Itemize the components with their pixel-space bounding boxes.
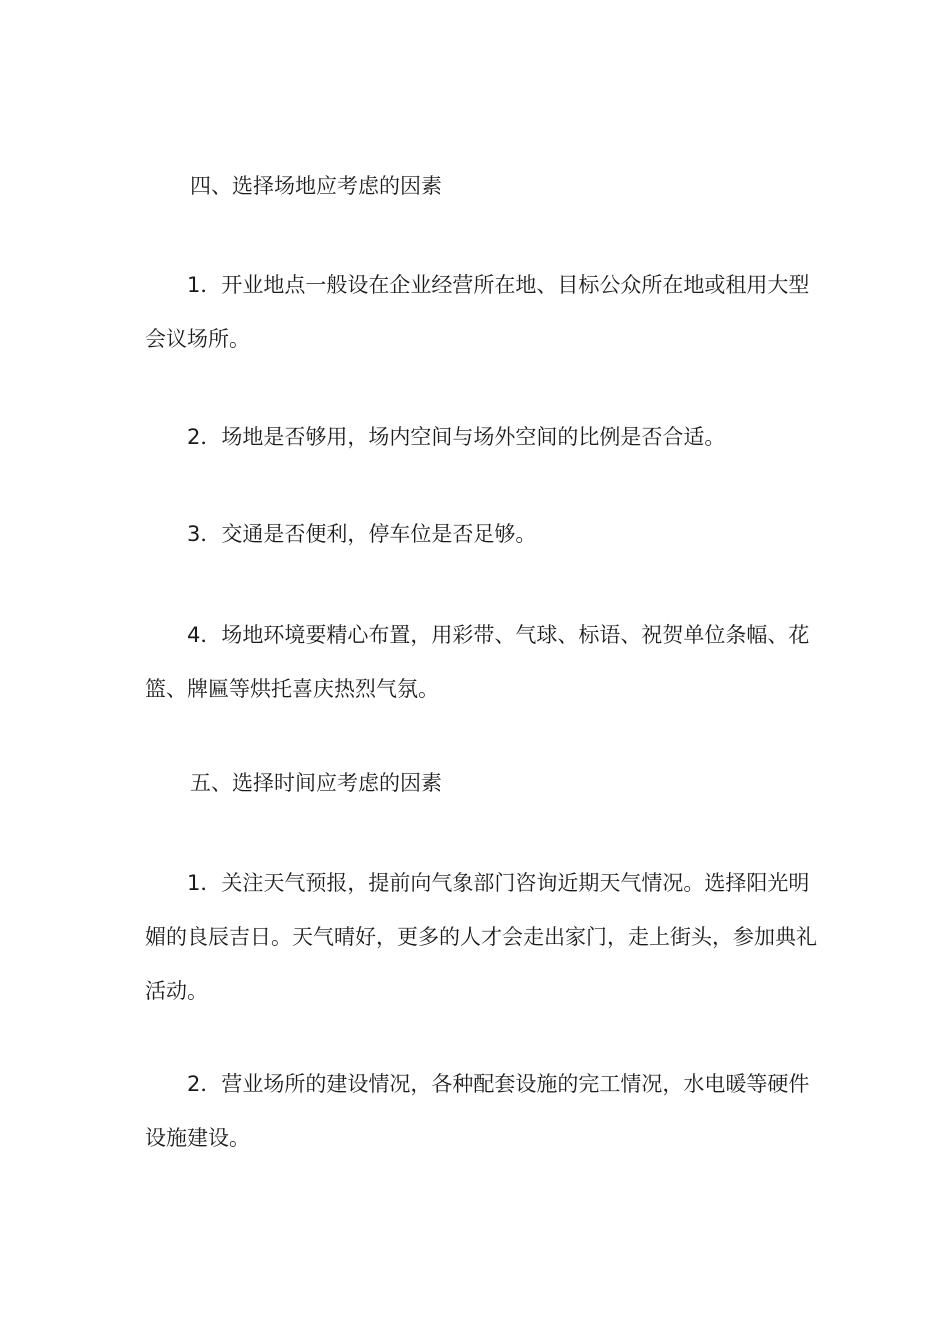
time-item-2: 2．营业场所的建设情况，各种配套设施的完工情况，水电暖等硬件设施建设。 — [145, 1072, 810, 1150]
time-item-1: 1．关注天气预报，提前向气象部门咨询近期天气情况。选择阳光明媚的良辰吉日。天气晴好，更多的人才会走出家门，走上街头，参加典礼活动。 — [145, 871, 817, 1003]
site-item-3: 3．交通是否便利，停车位是否足够。 — [187, 522, 537, 546]
section-heading-time: 五、选择时间应考虑的因素 — [190, 771, 442, 795]
section-heading-site: 四、选择场地应考虑的因素 — [190, 174, 442, 198]
site-item-2: 2．场地是否够用，场内空间与场外空间的比例是否合适。 — [187, 425, 726, 449]
site-item-4: 4．场地环境要精心布置，用彩带、气球、标语、祝贺单位条幅、花篮、牌匾等烘托喜庆热烈气氛。 — [145, 623, 810, 701]
site-item-1: 1．开业地点一般设在企业经营所在地、目标公众所在地或租用大型会议场所。 — [145, 273, 810, 351]
